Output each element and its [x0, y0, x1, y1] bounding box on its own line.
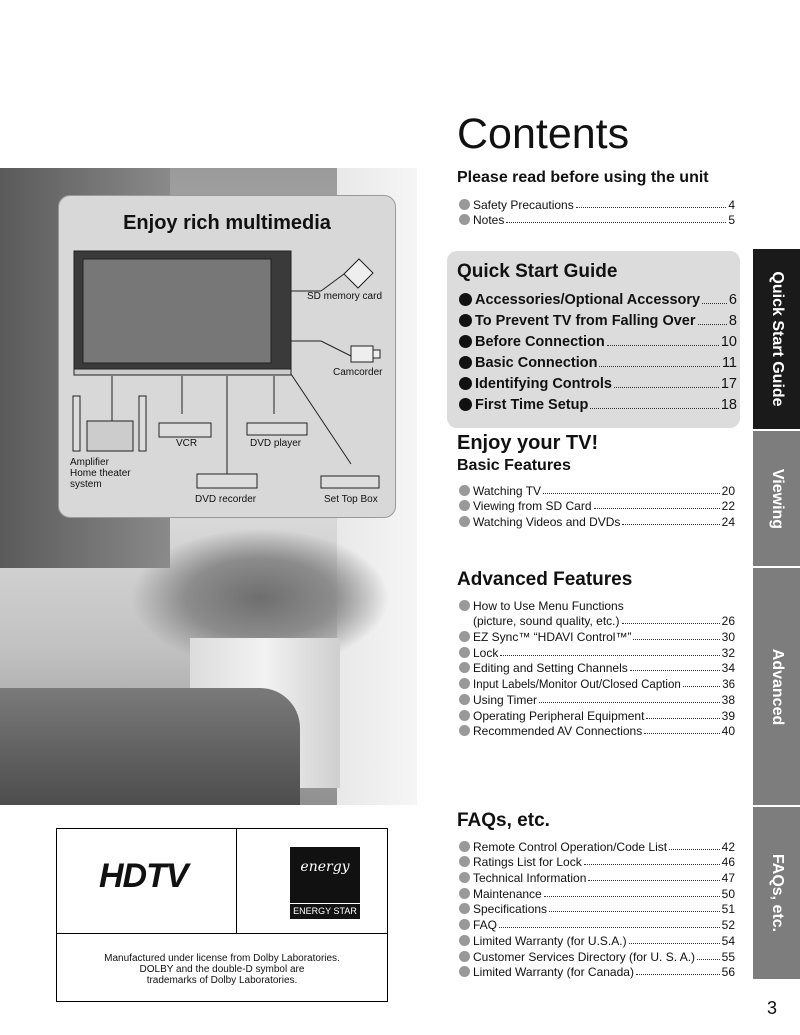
bullet-icon: [459, 888, 470, 899]
hdtv-logo: HDTV: [99, 857, 188, 895]
toc-item[interactable]: Specifications 51: [459, 901, 735, 917]
tab-viewing[interactable]: Viewing: [753, 431, 800, 566]
toc-item[interactable]: First Time Setup 18: [459, 392, 737, 413]
faqs-heading: FAQs, etc.: [457, 810, 550, 831]
multimedia-title: Enjoy rich multimedia: [123, 212, 331, 234]
page-title: Contents: [457, 110, 630, 158]
bullet-icon: [459, 872, 470, 883]
read-first-list: [459, 196, 735, 227]
toc-item[interactable]: FAQ 52: [459, 916, 735, 932]
bullet-icon: [459, 903, 470, 914]
bullet-icon: [459, 694, 470, 705]
basic-features-heading: Basic Features: [457, 457, 571, 474]
toc-item[interactable]: Remote Control Operation/Code List 42: [459, 838, 735, 854]
bullet-icon: [459, 600, 470, 611]
toc-item[interactable]: Limited Warranty (for Canada) 56: [459, 964, 735, 980]
tab-quick-start-guide[interactable]: Quick Start Guide: [753, 249, 800, 429]
bullet-icon: [459, 199, 470, 210]
toc-item[interactable]: Technical Information 47: [459, 869, 735, 885]
logos-box: [56, 828, 388, 1002]
vcr-label: VCR: [176, 438, 198, 449]
bullet-icon: [459, 725, 470, 736]
page-number: 3: [767, 998, 778, 1018]
read-first-heading: Please read before using the unit: [457, 169, 709, 186]
dolby-notice: Manufactured under license from Dolby Laboratories. DOLBY and the double-D symbol are trademarks of Dolby Laboratories.: [104, 953, 340, 986]
toc-item[interactable]: Watching TV 20: [459, 482, 735, 498]
quick-start-list: [459, 287, 737, 413]
bullet-icon: [459, 678, 470, 689]
camcorder-label: Camcorder: [333, 367, 383, 378]
bullet-icon: [459, 516, 470, 527]
dvd-player-label: DVD player: [250, 438, 302, 449]
bullet-icon: [459, 377, 472, 390]
toc-item[interactable]: Viewing from SD Card 22: [459, 498, 735, 514]
bullet-icon: [459, 856, 470, 867]
toc-item[interactable]: Customer Services Directory (for U. S. A.) 55: [459, 948, 735, 964]
bullet-icon: [459, 841, 470, 852]
toc-item[interactable]: Watching Videos and DVDs 24: [459, 513, 735, 529]
toc-item[interactable]: Lock 32: [459, 644, 735, 660]
sd-card-label: SD memory card: [307, 291, 383, 302]
advanced-heading: Advanced Features: [457, 569, 633, 590]
toc-item[interactable]: Identifying Controls 17: [459, 371, 737, 392]
toc-item[interactable]: Notes 5: [459, 212, 735, 228]
toc-item[interactable]: EZ Sync™ “HDAVI Control™” 30: [459, 628, 735, 644]
bullet-icon: [459, 485, 470, 496]
bullet-icon: [459, 662, 470, 673]
enjoy-heading: Enjoy your TV!: [457, 432, 599, 454]
toc-item[interactable]: Accessories/Optional Accessory 6: [459, 287, 737, 308]
bullet-icon: [459, 398, 472, 411]
toc-item[interactable]: Operating Peripheral Equipment 39: [459, 707, 735, 723]
toc-item[interactable]: (picture, sound quality, etc.) 26: [473, 614, 735, 629]
advanced-list: [459, 597, 735, 738]
toc-item[interactable]: Editing and Setting Channels 34: [459, 660, 735, 676]
bullet-icon: [459, 647, 470, 658]
toc-item[interactable]: Limited Warranty (for U.S.A.) 54: [459, 932, 735, 948]
energy-star-logo: energy ENERGY STAR: [290, 847, 360, 919]
dvd-recorder-label: DVD recorder: [195, 494, 257, 505]
tab-advanced[interactable]: Advanced: [753, 568, 800, 805]
bullet-icon: [459, 631, 470, 642]
toc-item[interactable]: Safety Precautions 4: [459, 196, 735, 212]
bullet-icon: [459, 500, 470, 511]
toc-item[interactable]: Recommended AV Connections 40: [459, 723, 735, 739]
toc-item[interactable]: Before Connection 10: [459, 329, 737, 350]
quick-start-heading: Quick Start Guide: [457, 261, 618, 282]
bullet-icon: [459, 919, 470, 930]
bullet-icon: [459, 356, 472, 369]
bullet-icon: [459, 314, 472, 327]
toc-item[interactable]: Using Timer 38: [459, 691, 735, 707]
bullet-icon: [459, 214, 470, 225]
bullet-icon: [459, 710, 470, 721]
set-top-box-label: Set Top Box: [324, 494, 378, 505]
toc-item[interactable]: Maintenance 50: [459, 885, 735, 901]
toc-item[interactable]: Basic Connection 11: [459, 350, 737, 371]
toc-item[interactable]: Ratings List for Lock 46: [459, 854, 735, 870]
bullet-icon: [459, 966, 470, 977]
tab-faqs[interactable]: FAQs, etc.: [753, 807, 800, 979]
toc-item[interactable]: Input Labels/Monitor Out/Closed Caption 36: [459, 675, 735, 691]
amplifier-label: Amplifier Home theater system: [70, 457, 131, 490]
bullet-icon: [459, 293, 472, 306]
toc-item[interactable]: To Prevent TV from Falling Over 8: [459, 308, 737, 329]
basic-features-list: [459, 482, 735, 529]
multimedia-diagram: [58, 195, 396, 518]
bullet-icon: [459, 335, 472, 348]
toc-item[interactable]: How to Use Menu Functions: [459, 597, 735, 613]
bullet-icon: [459, 935, 470, 946]
faqs-list: [459, 838, 735, 979]
bullet-icon: [459, 951, 470, 962]
